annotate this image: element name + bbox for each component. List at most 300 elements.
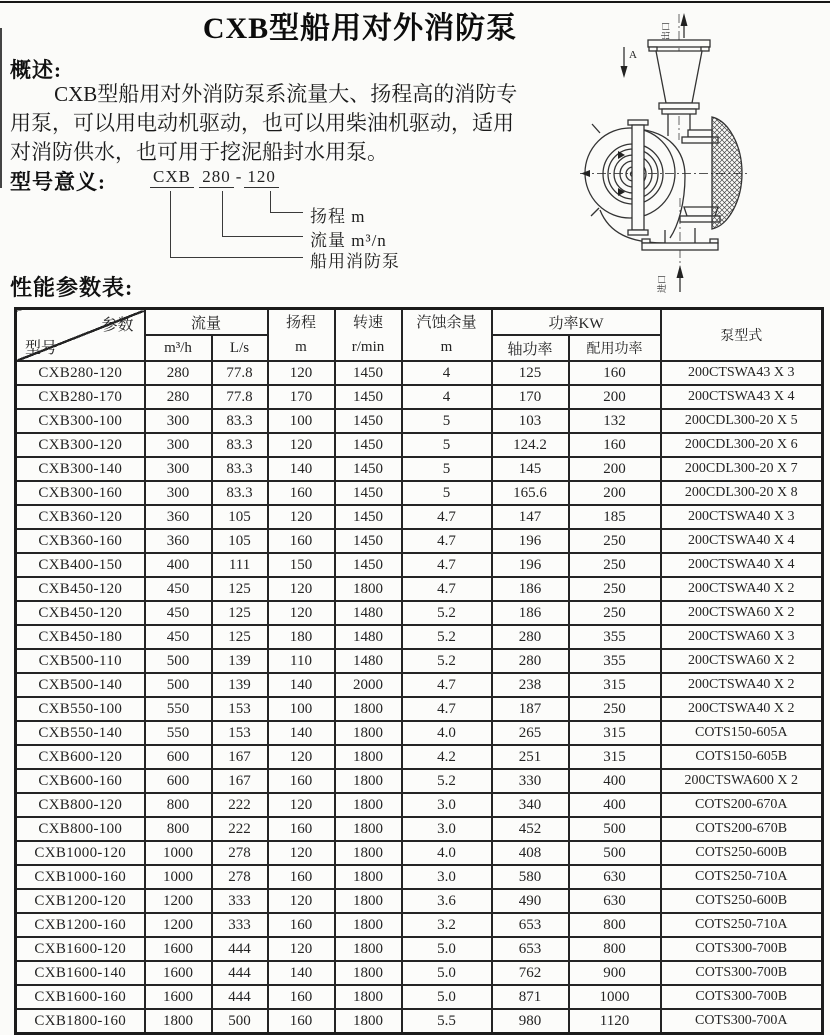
table-cell: 120 — [268, 745, 335, 769]
table-cell: 300 — [145, 457, 212, 481]
table-cell: 5 — [402, 433, 492, 457]
table-cell: CXB1600-160 — [16, 985, 145, 1009]
table-row — [16, 505, 823, 529]
table-cell: 120 — [268, 361, 335, 385]
table-cell: 3.0 — [402, 817, 492, 841]
table-cell: 800 — [145, 817, 212, 841]
header-flow-unit-ls: L/s — [212, 335, 268, 361]
table-cell: CXB600-120 — [16, 745, 145, 769]
model-callout-line-series — [170, 191, 303, 258]
table-cell: 140 — [268, 457, 335, 481]
table-cell: 762 — [492, 961, 569, 985]
table-cell: CXB360-160 — [16, 529, 145, 553]
table-cell: 5.2 — [402, 769, 492, 793]
model-code-flow: 280 — [199, 167, 234, 188]
table-cell: 200CTSWA600 X 2 — [661, 769, 823, 793]
table-cell: 200CTSWA43 X 4 — [661, 385, 823, 409]
table-cell: 160 — [268, 913, 335, 937]
table-cell: 1800 — [335, 985, 402, 1009]
table-cell: 139 — [212, 673, 268, 697]
pump-drawing — [572, 0, 830, 300]
table-cell: 3.6 — [402, 889, 492, 913]
performance-table-heading: 性能参数表: — [10, 275, 134, 300]
table-cell: 278 — [212, 841, 268, 865]
table-cell: 280 — [145, 361, 212, 385]
table-cell: CXB800-120 — [16, 793, 145, 817]
table-cell: 1200 — [145, 913, 212, 937]
header-head: 扬程 m — [268, 309, 335, 362]
table-cell: 1450 — [335, 361, 402, 385]
table-cell: CXB300-100 — [16, 409, 145, 433]
table-cell: 450 — [145, 577, 212, 601]
table-cell: 1120 — [569, 1009, 661, 1034]
table-cell: 1450 — [335, 457, 402, 481]
table-cell: 250 — [569, 697, 661, 721]
table-cell: 1800 — [335, 721, 402, 745]
table-cell: 4.0 — [402, 841, 492, 865]
model-meaning-heading: 型号意义: — [10, 170, 106, 194]
corner-label-param: 参数 — [101, 317, 134, 334]
table-cell: 500 — [145, 649, 212, 673]
table-cell: 160 — [569, 433, 661, 457]
table-cell: 200CDL300-20 X 6 — [661, 433, 823, 457]
model-code-head: 120 — [244, 167, 279, 188]
table-cell: 5.0 — [402, 937, 492, 961]
table-cell: 125 — [492, 361, 569, 385]
table-cell: 580 — [492, 865, 569, 889]
table-cell: 200CTSWA60 X 2 — [661, 601, 823, 625]
table-cell: CXB550-100 — [16, 697, 145, 721]
table-row — [16, 385, 823, 409]
table-cell: 1450 — [335, 409, 402, 433]
table-cell: 200CDL300-20 X 5 — [661, 409, 823, 433]
table-cell: 5.0 — [402, 961, 492, 985]
hatched-body — [712, 117, 742, 229]
table-cell: 100 — [268, 409, 335, 433]
table-cell: 1480 — [335, 625, 402, 649]
table-cell: 490 — [492, 889, 569, 913]
table-cell: 600 — [145, 745, 212, 769]
table-cell: COTS150-605B — [661, 745, 823, 769]
header-npsh: 汽蚀余量 m — [402, 309, 492, 362]
table-cell: 160 — [569, 361, 661, 385]
table-cell: 300 — [145, 409, 212, 433]
table-cell: CXB550-140 — [16, 721, 145, 745]
section-a-label: A — [629, 49, 637, 61]
table-cell: 300 — [145, 481, 212, 505]
table-cell: 653 — [492, 913, 569, 937]
table-cell: 120 — [268, 505, 335, 529]
table-cell: 1480 — [335, 601, 402, 625]
table-cell: CXB1600-120 — [16, 937, 145, 961]
table-cell: 1600 — [145, 937, 212, 961]
table-cell: 238 — [492, 673, 569, 697]
table-row — [16, 649, 823, 673]
table-cell: CXB280-120 — [16, 361, 145, 385]
table-cell: 153 — [212, 721, 268, 745]
model-code-separator: - — [235, 167, 243, 186]
table-cell: 105 — [212, 505, 268, 529]
table-cell: CXB450-120 — [16, 577, 145, 601]
table-row — [16, 769, 823, 793]
table-cell: 1800 — [335, 865, 402, 889]
table-cell: 444 — [212, 937, 268, 961]
table-cell: 124.2 — [492, 433, 569, 457]
table-cell: 186 — [492, 601, 569, 625]
table-cell: 1800 — [335, 841, 402, 865]
table-cell: 1450 — [335, 481, 402, 505]
table-cell: 340 — [492, 793, 569, 817]
table-cell: 355 — [569, 625, 661, 649]
table-cell: 4.7 — [402, 697, 492, 721]
table-cell: 5.2 — [402, 601, 492, 625]
overview-heading: 概述: — [10, 58, 62, 82]
table-cell: 132 — [569, 409, 661, 433]
table-cell: 900 — [569, 961, 661, 985]
table-cell: 250 — [569, 601, 661, 625]
table-cell: 120 — [268, 889, 335, 913]
table-row — [16, 361, 823, 385]
header-flow-unit-m3h: m³/h — [145, 335, 212, 361]
table-cell: 165.6 — [492, 481, 569, 505]
table-cell: 1800 — [335, 817, 402, 841]
table-cell: 2000 — [335, 673, 402, 697]
table-cell: 5 — [402, 409, 492, 433]
table-cell: 125 — [212, 601, 268, 625]
table-row — [16, 553, 823, 577]
table-cell: 140 — [268, 673, 335, 697]
table-row — [16, 673, 823, 697]
table-cell: CXB1800-160 — [16, 1009, 145, 1034]
table-cell: 186 — [492, 577, 569, 601]
table-cell: 83.3 — [212, 457, 268, 481]
table-cell: 444 — [212, 985, 268, 1009]
table-row — [16, 409, 823, 433]
table-cell: 83.3 — [212, 481, 268, 505]
table-row — [16, 937, 823, 961]
table-row — [16, 961, 823, 985]
table-row — [16, 817, 823, 841]
table-cell: 140 — [268, 961, 335, 985]
table-cell: 153 — [212, 697, 268, 721]
table-row — [16, 577, 823, 601]
table-cell: 280 — [145, 385, 212, 409]
header-pump-type: 泵型式 — [661, 309, 823, 362]
table-row — [16, 481, 823, 505]
table-cell: 450 — [145, 601, 212, 625]
table-cell: 250 — [569, 529, 661, 553]
table-cell: 1600 — [145, 985, 212, 1009]
table-cell: 167 — [212, 745, 268, 769]
table-row — [16, 793, 823, 817]
table-cell: 140 — [268, 721, 335, 745]
table-cell: 167 — [212, 769, 268, 793]
table-cell: 120 — [268, 937, 335, 961]
table-cell: CXB1000-160 — [16, 865, 145, 889]
table-cell: 200CTSWA40 X 2 — [661, 577, 823, 601]
table-cell: 160 — [268, 481, 335, 505]
table-cell: 120 — [268, 433, 335, 457]
table-cell: 1450 — [335, 433, 402, 457]
table-row — [16, 985, 823, 1009]
table-cell: 77.8 — [212, 361, 268, 385]
table-cell: COTS250-600B — [661, 889, 823, 913]
table-row — [16, 865, 823, 889]
page-left-border — [0, 28, 2, 188]
table-cell: 980 — [492, 1009, 569, 1034]
table-row — [16, 697, 823, 721]
table-row — [16, 457, 823, 481]
table-cell: 200CTSWA60 X 3 — [661, 625, 823, 649]
table-cell: 160 — [268, 529, 335, 553]
table-row — [16, 601, 823, 625]
table-cell: 315 — [569, 721, 661, 745]
table-cell: 185 — [569, 505, 661, 529]
table-cell: 4.0 — [402, 721, 492, 745]
table-cell: CXB400-150 — [16, 553, 145, 577]
table-cell: 1450 — [335, 529, 402, 553]
table-cell: 120 — [268, 841, 335, 865]
table-row — [16, 889, 823, 913]
table-cell: 444 — [212, 961, 268, 985]
table-cell: 653 — [492, 937, 569, 961]
right-connector-top — [688, 130, 712, 137]
table-cell: 103 — [492, 409, 569, 433]
header-rated-power: 配用功率 — [569, 335, 661, 361]
table-cell: 278 — [212, 865, 268, 889]
header-speed: 转速 r/min — [335, 309, 402, 362]
table-cell: 105 — [212, 529, 268, 553]
table-row — [16, 1009, 823, 1034]
table-cell: 1800 — [335, 793, 402, 817]
table-cell: 200CTSWA40 X 2 — [661, 697, 823, 721]
overview-paragraph — [10, 80, 568, 167]
table-cell: 400 — [569, 769, 661, 793]
table-cell: 200CDL300-20 X 7 — [661, 457, 823, 481]
table-cell: 500 — [569, 841, 661, 865]
table-cell: COTS300-700B — [661, 985, 823, 1009]
table-cell: 200CDL300-20 X 8 — [661, 481, 823, 505]
table-cell: CXB450-180 — [16, 625, 145, 649]
table-cell: CXB500-140 — [16, 673, 145, 697]
table-cell: 355 — [569, 649, 661, 673]
table-cell: 160 — [268, 1009, 335, 1034]
outlet-diffuser — [656, 51, 702, 103]
table-cell: 120 — [268, 601, 335, 625]
section-a-arrow-icon — [621, 47, 628, 78]
table-cell: CXB1600-140 — [16, 961, 145, 985]
table-cell: 200 — [569, 385, 661, 409]
table-cell: CXB800-100 — [16, 817, 145, 841]
table-corner-cell — [16, 309, 145, 362]
table-cell: COTS200-670B — [661, 817, 823, 841]
table-cell: 120 — [268, 577, 335, 601]
table-cell: 125 — [212, 577, 268, 601]
table-cell: 360 — [145, 529, 212, 553]
table-cell: 180 — [268, 625, 335, 649]
table-cell: 5.5 — [402, 1009, 492, 1034]
outlet-mid-flange — [659, 103, 699, 109]
table-cell: 251 — [492, 745, 569, 769]
table-cell: 800 — [569, 937, 661, 961]
table-cell: COTS150-605A — [661, 721, 823, 745]
table-cell: 160 — [268, 769, 335, 793]
overview-line: 用泵，可以用电动机驱动，也可以用柴油机驱动，适用 — [10, 111, 514, 135]
table-cell: 400 — [145, 553, 212, 577]
table-cell: 196 — [492, 529, 569, 553]
table-cell: 1000 — [145, 841, 212, 865]
table-cell: 200 — [569, 457, 661, 481]
table-cell: 170 — [268, 385, 335, 409]
table-cell: 1450 — [335, 385, 402, 409]
inlet-arrow-icon — [677, 265, 684, 292]
table-cell: 333 — [212, 889, 268, 913]
table-cell: 77.8 — [212, 385, 268, 409]
table-cell: 630 — [569, 889, 661, 913]
table-cell: 222 — [212, 817, 268, 841]
table-cell: 871 — [492, 985, 569, 1009]
corner-label-model: 型号 — [25, 340, 58, 357]
table-cell: 3.2 — [402, 913, 492, 937]
table-cell: 4.7 — [402, 529, 492, 553]
table-cell: 147 — [492, 505, 569, 529]
model-code — [150, 167, 279, 187]
table-cell: 800 — [145, 793, 212, 817]
table-cell: 1800 — [335, 961, 402, 985]
table-cell: 1800 — [335, 913, 402, 937]
table-cell: 5 — [402, 457, 492, 481]
table-row — [16, 745, 823, 769]
table-cell: 450 — [145, 625, 212, 649]
table-cell: 250 — [569, 553, 661, 577]
table-cell: 360 — [145, 505, 212, 529]
casing-tab — [592, 124, 600, 133]
table-cell: COTS300-700B — [661, 961, 823, 985]
table-cell: CXB280-170 — [16, 385, 145, 409]
table-cell: 400 — [569, 793, 661, 817]
table-cell: CXB600-160 — [16, 769, 145, 793]
table-cell: COTS250-600B — [661, 841, 823, 865]
table-cell: 4.7 — [402, 553, 492, 577]
table-cell: 222 — [212, 793, 268, 817]
header-power-group: 功率KW — [492, 309, 661, 336]
table-cell: 4.2 — [402, 745, 492, 769]
table-cell: 452 — [492, 817, 569, 841]
table-cell: 83.3 — [212, 409, 268, 433]
table-cell: 5.0 — [402, 985, 492, 1009]
table-cell: 630 — [569, 865, 661, 889]
table-cell: 1450 — [335, 553, 402, 577]
table-cell: 1800 — [145, 1009, 212, 1034]
table-cell: 4 — [402, 361, 492, 385]
table-cell: 4.7 — [402, 505, 492, 529]
table-cell: 110 — [268, 649, 335, 673]
table-cell: 3.0 — [402, 865, 492, 889]
table-cell: 550 — [145, 697, 212, 721]
table-cell: 3.0 — [402, 793, 492, 817]
table-cell: COTS250-710A — [661, 913, 823, 937]
table-cell: 280 — [492, 649, 569, 673]
table-cell: 1000 — [145, 865, 212, 889]
table-cell: 4.7 — [402, 577, 492, 601]
header-shaft-power: 轴功率 — [492, 335, 569, 361]
table-cell: 160 — [268, 985, 335, 1009]
outlet-mid-flange — [662, 109, 696, 114]
table-cell: 500 — [212, 1009, 268, 1034]
model-callout-label-flow: 流量 m³/n — [310, 231, 387, 250]
table-row — [16, 913, 823, 937]
table-cell: 1200 — [145, 889, 212, 913]
inlet-label: 进口 — [657, 274, 667, 293]
table-cell: 196 — [492, 553, 569, 577]
model-callout-label-series: 船用消防泵 — [310, 252, 400, 271]
table-cell: 5 — [402, 481, 492, 505]
outlet-label: 出口 — [661, 21, 671, 40]
table-cell: 100 — [268, 697, 335, 721]
table-row — [16, 529, 823, 553]
table-cell: 1800 — [335, 1009, 402, 1034]
table-cell: 200CTSWA40 X 4 — [661, 529, 823, 553]
performance-table — [14, 307, 824, 1035]
table-cell: 160 — [268, 817, 335, 841]
table-cell: 300 — [145, 433, 212, 457]
table-cell: 200CTSWA43 X 3 — [661, 361, 823, 385]
table-cell: CXB1000-120 — [16, 841, 145, 865]
table-cell: 150 — [268, 553, 335, 577]
table-cell: CXB500-110 — [16, 649, 145, 673]
header-flow-group: 流量 — [145, 309, 268, 336]
table-cell: 1800 — [335, 889, 402, 913]
table-cell: 250 — [569, 577, 661, 601]
table-cell: 200CTSWA40 X 3 — [661, 505, 823, 529]
table-cell: 315 — [569, 745, 661, 769]
model-callout-label-head: 扬程 m — [310, 207, 366, 226]
table-cell: COTS300-700A — [661, 1009, 823, 1034]
table-cell: 1800 — [335, 697, 402, 721]
overview-line: 对消防供水，也可用于挖泥船封水用泵。 — [10, 140, 388, 164]
table-cell: 120 — [268, 793, 335, 817]
table-cell: 1480 — [335, 649, 402, 673]
table-cell: 160 — [268, 865, 335, 889]
table-cell: 1800 — [335, 937, 402, 961]
table-cell: 1800 — [335, 577, 402, 601]
table-cell: 4.7 — [402, 673, 492, 697]
table-cell: 1600 — [145, 961, 212, 985]
table-row — [16, 625, 823, 649]
table-cell: 408 — [492, 841, 569, 865]
table-cell: 200CTSWA40 X 2 — [661, 673, 823, 697]
table-cell: 1000 — [569, 985, 661, 1009]
table-cell: 315 — [569, 673, 661, 697]
table-cell: 800 — [569, 913, 661, 937]
page-title: CXB型船用对外消防泵 — [202, 12, 518, 45]
table-cell: CXB300-160 — [16, 481, 145, 505]
table-cell: COTS200-670A — [661, 793, 823, 817]
table-cell: 5.2 — [402, 649, 492, 673]
table-cell: CXB360-120 — [16, 505, 145, 529]
table-row — [16, 841, 823, 865]
table-cell: CXB450-120 — [16, 601, 145, 625]
table-cell: 1800 — [335, 745, 402, 769]
table-cell: 600 — [145, 769, 212, 793]
table-cell: 333 — [212, 913, 268, 937]
table-cell: 550 — [145, 721, 212, 745]
table-row — [16, 433, 823, 457]
casing-tab — [591, 208, 599, 216]
outlet-flange — [648, 40, 710, 47]
table-cell: 330 — [492, 769, 569, 793]
table-cell: 83.3 — [212, 433, 268, 457]
